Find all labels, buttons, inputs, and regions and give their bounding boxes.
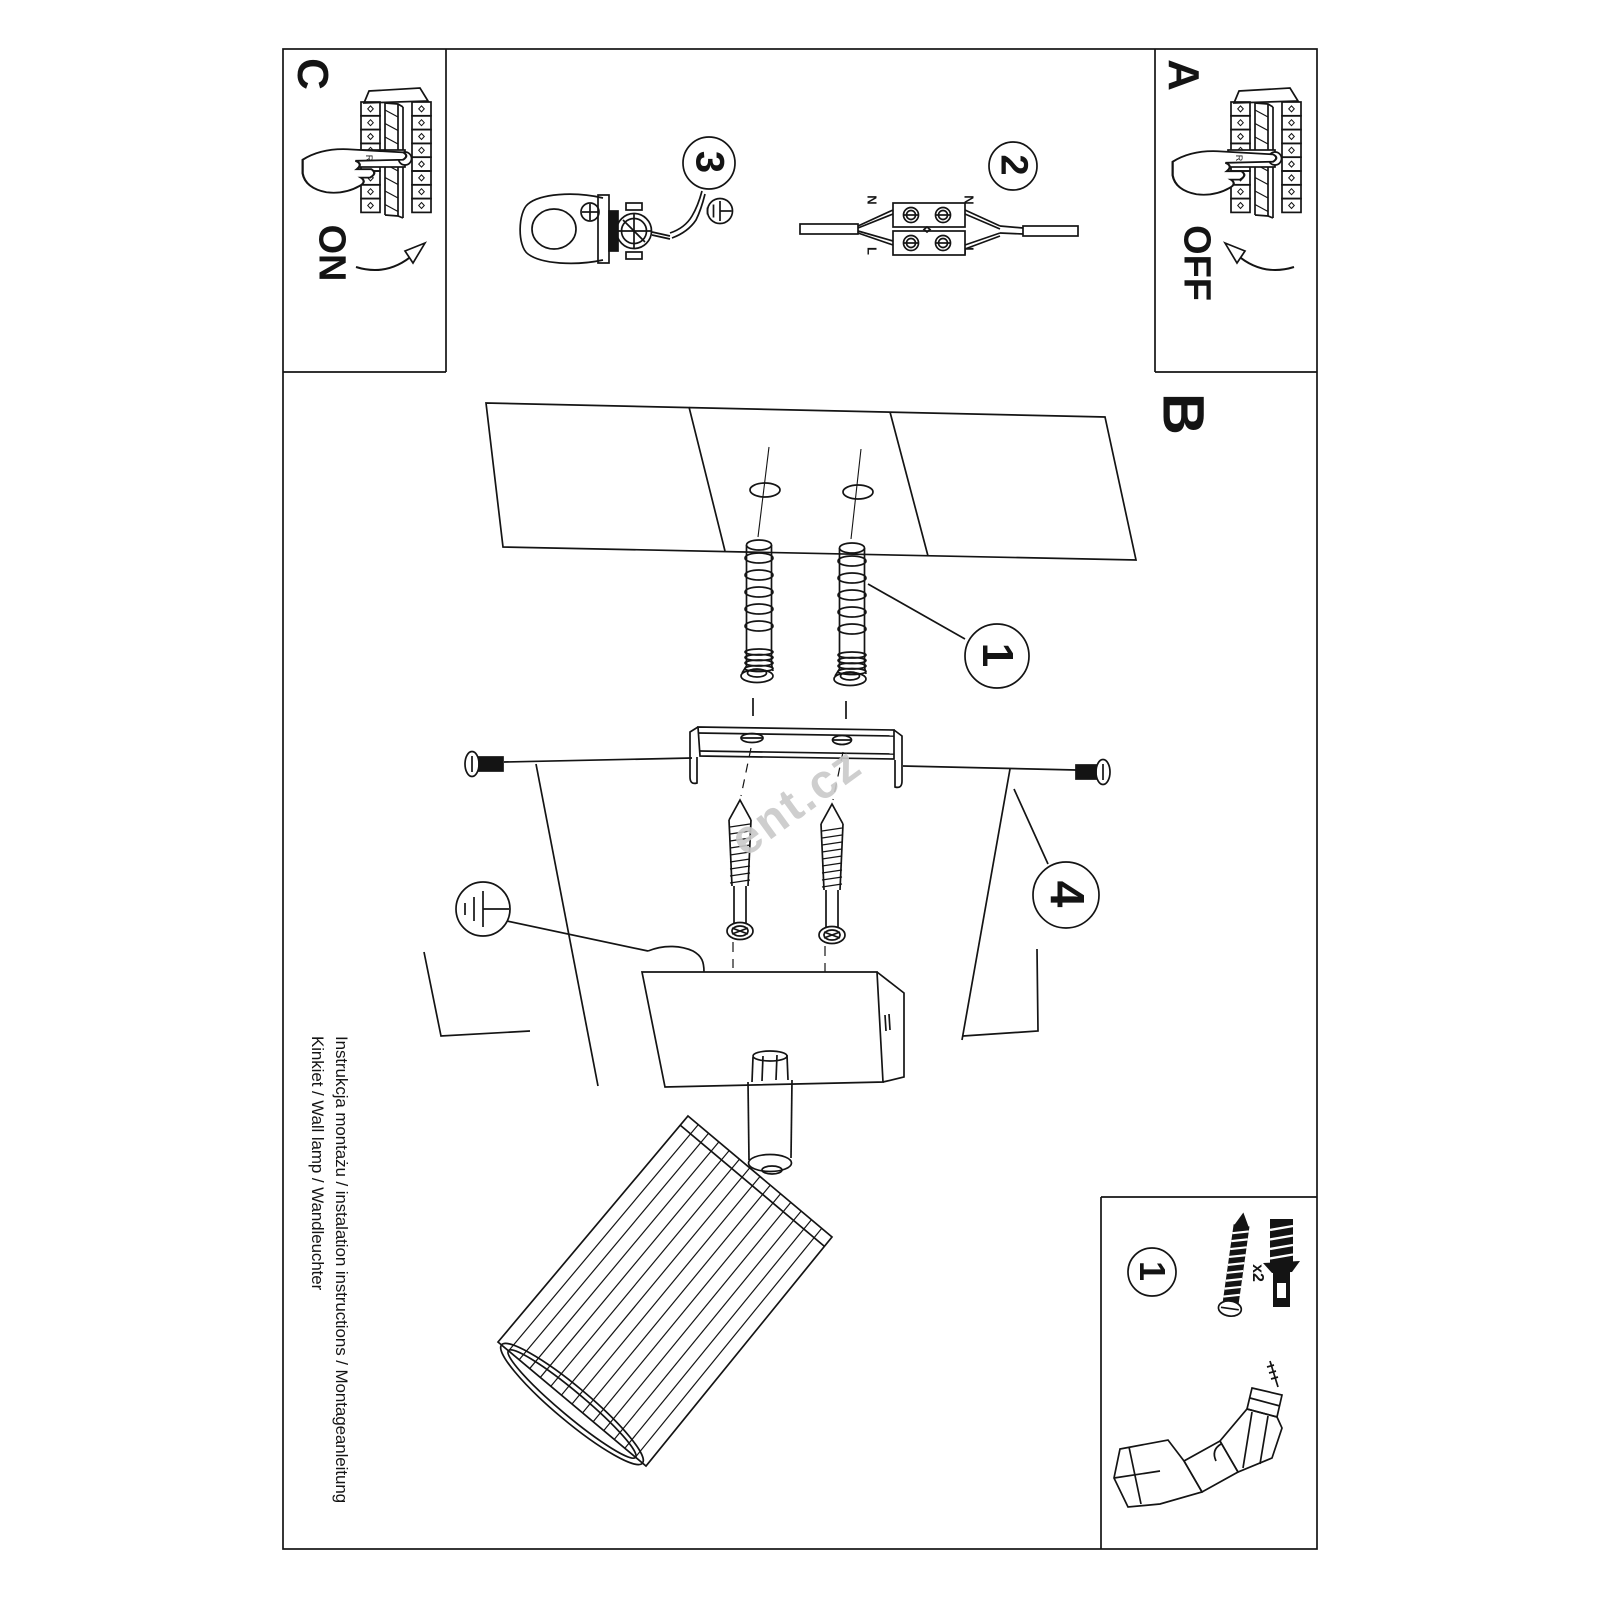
step-4-number: 4 — [1039, 880, 1093, 908]
breaker-panel-icons — [358, 88, 1301, 218]
switch-on-label: ON — [310, 224, 353, 282]
earth-leader-line — [507, 921, 648, 951]
rotate-on-arrow-icon — [356, 243, 425, 270]
terminal-l-label: L — [961, 247, 977, 255]
footer-instructions-line: Instrukcja montażu / instalation instructions / Montageanleitung — [332, 1036, 351, 1504]
lamp-joint-drawing — [748, 1051, 792, 1174]
rotate-off-arrow-icon — [1225, 243, 1294, 270]
step-3-number: 3 — [687, 150, 732, 174]
terminal-n-label: N — [864, 195, 880, 205]
breaker-switch-label: R — [1234, 154, 1244, 162]
parts-quantity-label: x2 — [1249, 1264, 1266, 1282]
wall-outline — [424, 949, 1038, 1036]
terminal-block-drawing — [800, 203, 1078, 255]
parts-step-number: 1 — [1132, 1260, 1173, 1282]
step-1-leader-line — [868, 584, 965, 639]
section-label-a: A — [1159, 59, 1208, 91]
lamp-holder-drawing — [520, 191, 705, 263]
earth-wire — [648, 946, 704, 972]
terminal-screws — [904, 208, 951, 251]
step-1-number: 1 — [973, 642, 1022, 668]
footer-product-line: Kinkiet / Wall lamp / Wandleuchter — [308, 1036, 327, 1291]
lamp-canopy-drawing — [642, 972, 904, 1087]
wall-panel-drawing — [486, 403, 1136, 560]
section-label-b: B — [1150, 393, 1216, 435]
step-2-number: 2 — [992, 154, 1035, 176]
switch-off-label: OFF — [1175, 225, 1218, 301]
leader-lines — [504, 698, 1076, 1086]
earth-ground-icon — [456, 882, 510, 936]
terminal-n-label: N — [961, 195, 977, 205]
pointing-hand-icon — [303, 149, 407, 193]
terminal-l-label: L — [864, 247, 880, 255]
wall-plug-drawings — [741, 540, 866, 686]
watermark: ent.cz — [720, 737, 872, 867]
breaker-switch-label: R — [364, 154, 374, 162]
parts-dowel-icon — [1263, 1219, 1300, 1307]
section-label-c: C — [288, 58, 337, 90]
earth-ground-icon — [708, 199, 733, 224]
pointing-hand-icon — [1173, 151, 1277, 195]
drill-icon — [1114, 1361, 1282, 1507]
